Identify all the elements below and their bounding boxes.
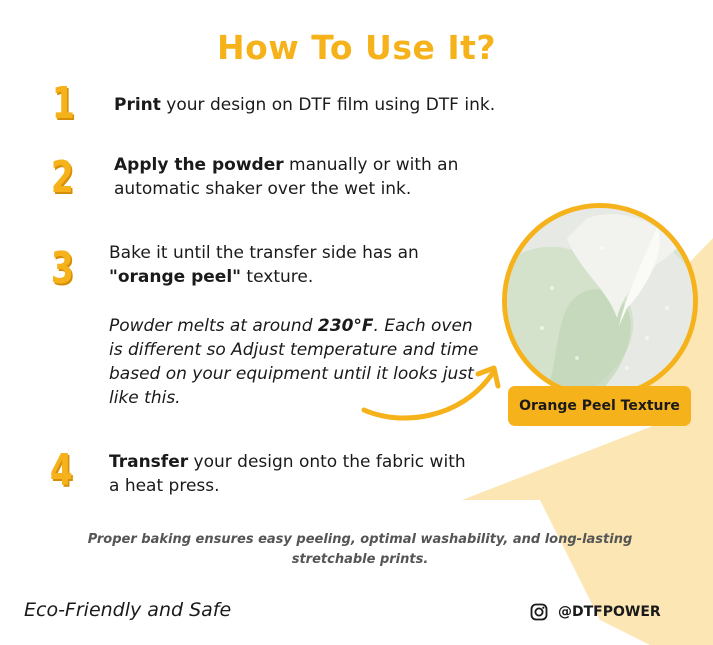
- social-handle[interactable]: [530, 603, 661, 621]
- step-4-text: Transfer your design onto the fabric with a heat press.: [109, 452, 466, 496]
- curved-arrow-icon: [360, 360, 510, 430]
- step-number-3: 3: [50, 243, 74, 294]
- step-3-text: Bake it until the transfer side has an "orange peel" texture.: [109, 243, 419, 287]
- step-2-text: Apply the powder manually or with an automatic shaker over the wet ink.: [114, 155, 459, 199]
- orange-peel-texture-image: [502, 203, 698, 399]
- step-number-2: 2: [50, 152, 74, 203]
- step-1-text: Print your design on DTF film using DTF ink.: [114, 95, 496, 115]
- step-number-4: 4: [49, 445, 73, 496]
- baking-tip: Proper baking ensures easy peeling, optimal washability, and long-lasting stretchable prints.: [87, 532, 633, 567]
- instagram-icon: [530, 603, 548, 621]
- baking-note: Powder melts at around 230°F. Each oven is different so Adjust temperature and time based on your equipment until it looks just like this.: [109, 316, 479, 408]
- step-number-1: 1: [51, 78, 75, 129]
- orange-peel-label: Orange Peel Texture: [508, 386, 691, 426]
- tagline: Eco-Friendly and Safe: [24, 599, 232, 621]
- page-title: How To Use It?: [216, 28, 497, 67]
- social-handle-text: @DTFPOWER: [558, 604, 661, 620]
